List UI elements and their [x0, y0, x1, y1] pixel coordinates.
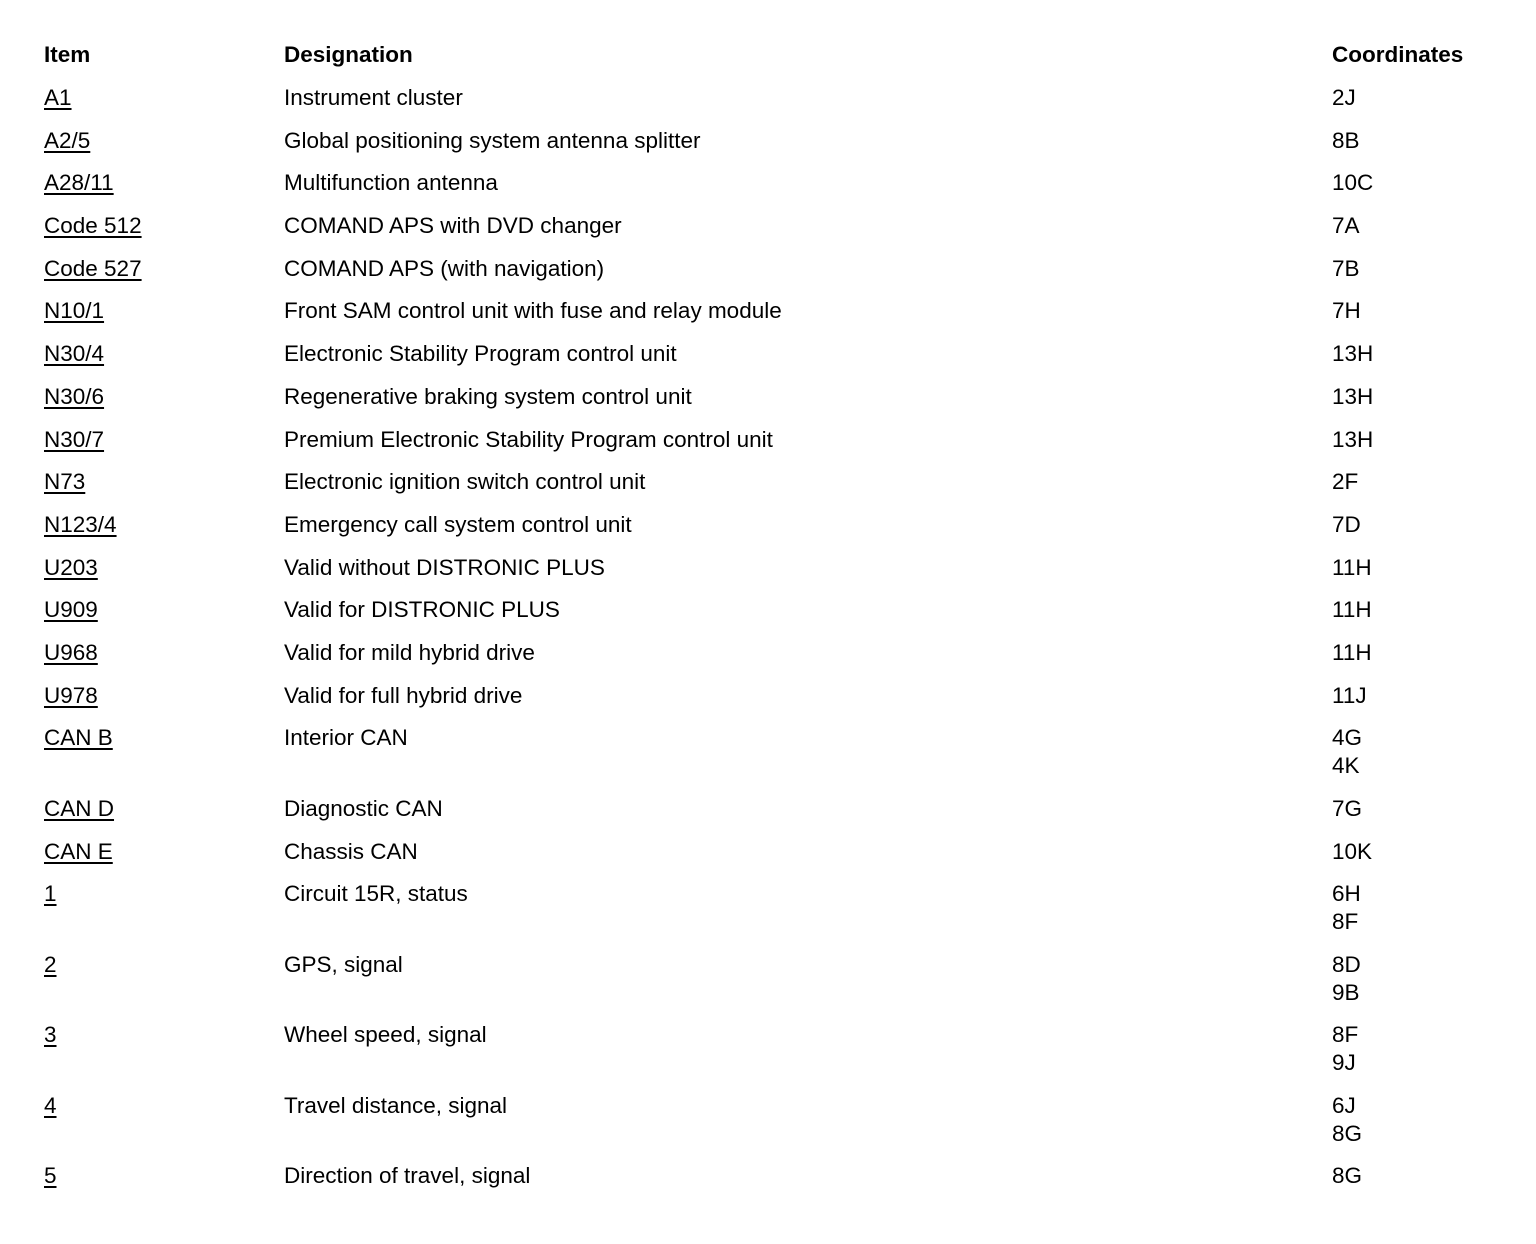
item-cell: [44, 1162, 284, 1205]
item-link[interactable]: A2/5: [44, 127, 91, 153]
coordinates-cell: [1332, 468, 1504, 511]
coordinates-cell: [1332, 880, 1504, 951]
item-cell: [44, 212, 284, 255]
coordinates-cell: [1332, 127, 1504, 170]
coordinate-value: 9B: [1332, 979, 1360, 1005]
item-cell: [44, 169, 284, 212]
coordinate-value: 13H: [1332, 383, 1374, 409]
item-link[interactable]: N10/1: [44, 298, 105, 324]
designation-cell: Interior CAN: [284, 725, 408, 751]
item-cell: [44, 84, 284, 127]
designation-cell: Electronic Stability Program control unit: [284, 341, 677, 367]
item-link[interactable]: CAN E: [44, 838, 113, 864]
table-row: [44, 255, 1504, 298]
table-row: [44, 838, 1504, 881]
item-link[interactable]: 1: [44, 881, 57, 907]
item-cell: [44, 554, 284, 597]
table-row: [44, 682, 1504, 725]
designation-cell: COMAND APS with DVD changer: [284, 213, 622, 239]
item-link[interactable]: 5: [44, 1163, 57, 1189]
coordinates-cell: [1332, 554, 1504, 597]
table-row: [44, 511, 1504, 554]
item-link[interactable]: U978: [44, 682, 98, 708]
designation-cell: Travel distance, signal: [284, 1092, 508, 1118]
coordinate-value: 8D: [1332, 951, 1361, 977]
designation-cell: Wheel speed, signal: [284, 1022, 487, 1048]
header-coordinates: Coordinates: [1332, 42, 1464, 67]
item-link[interactable]: N30/6: [44, 383, 105, 409]
item-cell: [44, 1021, 284, 1092]
coordinate-value: 7G: [1332, 795, 1363, 821]
coordinates-cell: [1332, 838, 1504, 881]
item-cell: [44, 838, 284, 881]
designation-cell: Global positioning system antenna splitter: [284, 127, 701, 153]
designation-cell: Diagnostic CAN: [284, 795, 443, 821]
coordinates-cell: [1332, 212, 1504, 255]
designation-cell: Multifunction antenna: [284, 170, 498, 196]
coordinates-cell: [1332, 724, 1504, 795]
coordinates-cell: [1332, 169, 1504, 212]
designation-cell: Valid without DISTRONIC PLUS: [284, 554, 605, 580]
coordinates-cell: [1332, 383, 1504, 426]
table-row: [44, 1162, 1504, 1205]
coordinate-value: 11H: [1332, 639, 1372, 665]
designation-cell: COMAND APS (with navigation): [284, 255, 605, 281]
designation-cell: Front SAM control unit with fuse and relay module: [284, 298, 782, 324]
item-cell: [44, 383, 284, 426]
designation-cell: Emergency call system control unit: [284, 511, 632, 537]
coordinates-cell: [1332, 1162, 1504, 1205]
designation-cell: Electronic ignition switch control unit: [284, 469, 646, 495]
table-row: [44, 596, 1504, 639]
coordinates-cell: [1332, 511, 1504, 554]
table-row: [44, 212, 1504, 255]
coordinates-cell: [1332, 84, 1504, 127]
coordinate-value: 11J: [1332, 682, 1367, 708]
coordinate-value: 2F: [1332, 469, 1359, 495]
item-link[interactable]: A28/11: [44, 170, 114, 196]
item-cell: [44, 951, 284, 1022]
coordinates-cell: [1332, 255, 1504, 298]
table-row: [44, 1021, 1504, 1092]
item-link[interactable]: CAN D: [44, 795, 115, 821]
designation-cell: Instrument cluster: [284, 85, 463, 110]
coordinates-cell: [1332, 639, 1504, 682]
coordinate-value: 6J: [1332, 1092, 1356, 1118]
item-link[interactable]: A1: [44, 85, 72, 110]
table-row: [44, 724, 1504, 795]
coordinate-value: 7A: [1332, 213, 1360, 239]
table-row: [44, 297, 1504, 340]
coordinates-cell: [1332, 596, 1504, 639]
designation-cell: Circuit 15R, status: [284, 881, 468, 907]
coordinate-value: 7H: [1332, 298, 1361, 324]
table-row: [44, 554, 1504, 597]
designation-cell: Chassis CAN: [284, 838, 418, 864]
table-row: [44, 880, 1504, 951]
coordinates-cell: [1332, 297, 1504, 340]
table-row: [44, 84, 1504, 127]
coordinates-cell: [1332, 951, 1504, 1022]
item-link[interactable]: N123/4: [44, 511, 117, 537]
coordinate-value: 8G: [1332, 1163, 1363, 1189]
coordinate-value: 6H: [1332, 881, 1361, 907]
item-link[interactable]: U968: [44, 639, 98, 665]
designation-cell: Direction of travel, signal: [284, 1163, 531, 1189]
table-row: [44, 127, 1504, 170]
table-row: [44, 795, 1504, 838]
item-link[interactable]: CAN B: [44, 725, 113, 751]
coordinate-value: 11H: [1332, 554, 1372, 580]
table-row: [44, 468, 1504, 511]
item-link[interactable]: Code 512: [44, 213, 142, 239]
coordinate-value: 10C: [1332, 170, 1374, 196]
item-link[interactable]: U203: [44, 554, 98, 580]
item-cell: [44, 468, 284, 511]
table-row: [44, 426, 1504, 469]
item-link[interactable]: N73: [44, 469, 86, 495]
coordinate-value: 13H: [1332, 426, 1374, 452]
item-cell: [44, 255, 284, 298]
table-row: [44, 1092, 1504, 1163]
coordinate-value: 10K: [1332, 838, 1373, 864]
table-row: [44, 169, 1504, 212]
table-row: [44, 340, 1504, 383]
coordinate-value: 7B: [1332, 255, 1360, 281]
coordinate-value: 4K: [1332, 753, 1360, 779]
coordinates-cell: [1332, 426, 1504, 469]
item-cell: [44, 297, 284, 340]
designation-cell: Valid for full hybrid drive: [284, 682, 523, 708]
coordinate-value: 2J: [1332, 85, 1356, 110]
coordinates-cell: [1332, 795, 1504, 838]
item-link[interactable]: N30/7: [44, 426, 105, 452]
coordinates-cell: [1332, 682, 1504, 725]
legend-table: [44, 41, 1504, 1205]
designation-cell: Valid for mild hybrid drive: [284, 639, 535, 665]
item-cell: [44, 724, 284, 795]
coordinate-value: 8B: [1332, 127, 1360, 153]
coordinate-value: 8F: [1332, 909, 1359, 935]
coordinates-cell: [1332, 340, 1504, 383]
item-cell: [44, 426, 284, 469]
item-cell: [44, 340, 284, 383]
item-link[interactable]: 4: [44, 1092, 57, 1118]
header-designation: Designation: [284, 42, 413, 67]
designation-cell: Premium Electronic Stability Program control unit: [284, 426, 773, 452]
coordinate-value: 11H: [1332, 597, 1372, 623]
item-cell: [44, 682, 284, 725]
item-link[interactable]: N30/4: [44, 341, 105, 367]
coordinate-value: 7D: [1332, 511, 1361, 537]
item-cell: [44, 127, 284, 170]
header-item: Item: [44, 42, 91, 67]
coordinate-value: 9J: [1332, 1050, 1356, 1076]
legend-header-row: [44, 41, 1504, 84]
item-cell: [44, 639, 284, 682]
item-cell: [44, 596, 284, 639]
designation-cell: GPS, signal: [284, 951, 403, 977]
table-row: [44, 639, 1504, 682]
table-row: [44, 951, 1504, 1022]
designation-cell: Valid for DISTRONIC PLUS: [284, 597, 560, 623]
coordinate-value: 4G: [1332, 725, 1363, 751]
item-link[interactable]: 3: [44, 1022, 57, 1048]
legend-rows: [44, 84, 1504, 1205]
coordinate-value: 8F: [1332, 1022, 1359, 1048]
designation-cell: Regenerative braking system control unit: [284, 383, 692, 409]
coordinates-cell: [1332, 1021, 1504, 1092]
item-link[interactable]: 2: [44, 951, 57, 977]
item-cell: [44, 795, 284, 838]
coordinate-value: 13H: [1332, 341, 1374, 367]
coordinates-cell: [1332, 1092, 1504, 1163]
item-cell: [44, 511, 284, 554]
table-row: [44, 383, 1504, 426]
item-cell: [44, 1092, 284, 1163]
item-link[interactable]: U909: [44, 597, 98, 623]
coordinate-value: 8G: [1332, 1120, 1363, 1146]
item-cell: [44, 880, 284, 951]
item-link[interactable]: Code 527: [44, 255, 142, 281]
